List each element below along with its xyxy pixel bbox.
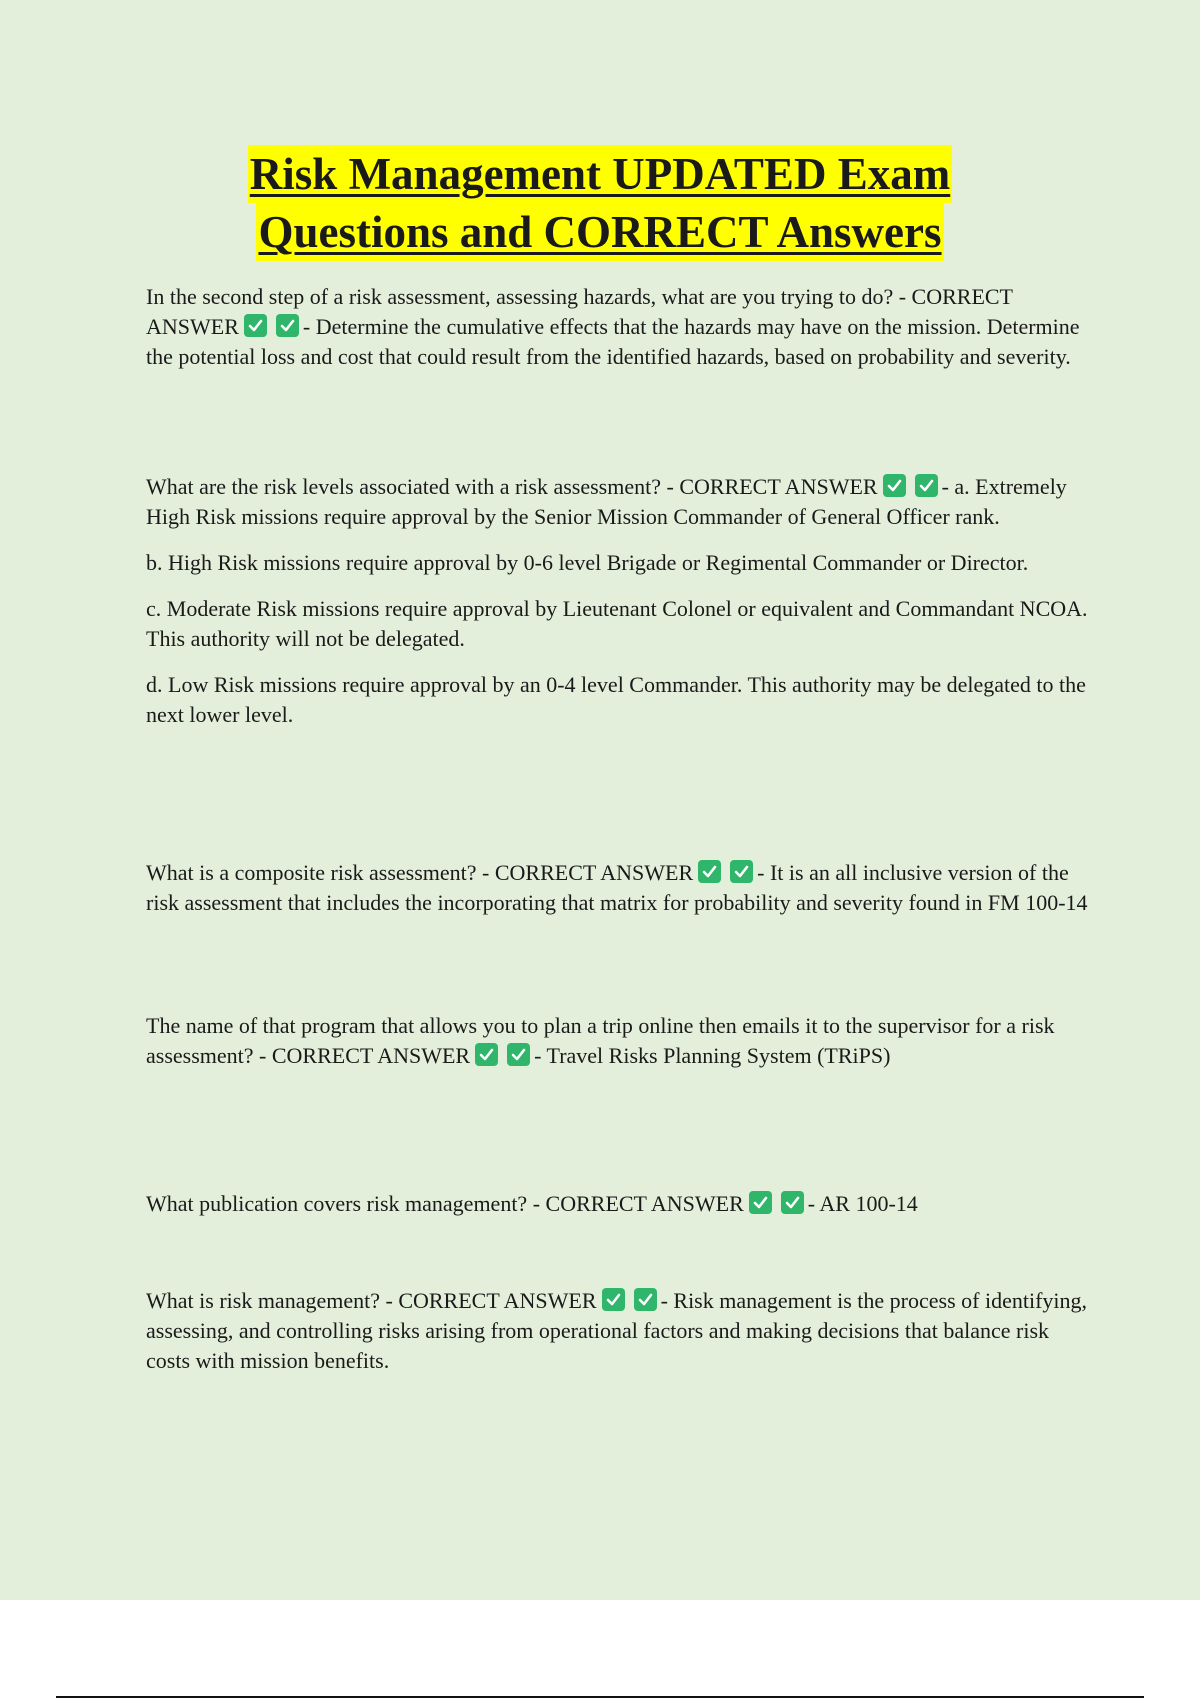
- document-title: [0, 145, 1200, 261]
- check-mark-icon: [475, 1043, 498, 1066]
- title-line-1: Risk Management UPDATED Exam: [248, 145, 952, 203]
- check-mark-icon: [276, 314, 299, 337]
- qa-block-2: [146, 472, 1091, 730]
- check-mark-icon: [244, 314, 267, 337]
- question-text: The name of that program that allows you to plan a trip online then emails it to the supervisor for a risk assessment? -: [146, 1013, 1055, 1068]
- qa-block-6: [146, 1286, 1091, 1376]
- correct-answer-label: CORRECT ANSWER: [545, 1191, 744, 1216]
- check-mark-icon: [730, 860, 753, 883]
- answer-text: - Risk management is the process of identifying, assessing, and controlling risks arising from operational factors and making decisions that balance risk costs with mission benefits.: [146, 1288, 1088, 1373]
- correct-answer-label: CORRECT ANSWER: [494, 860, 694, 885]
- answer-text: - Determine the cumulative effects that the hazards may have on the mission. Determine the potential loss and cost that could result from the identified hazards, based on probability and severity.: [146, 314, 1080, 369]
- answer-text: - It is an all inclusive version of the risk assessment that includes the incorporating that matrix for probability and severity found in FM 100-14: [146, 860, 1088, 915]
- qa-block-5: [146, 1189, 1091, 1219]
- answer-item-c: c. Moderate Risk missions require approval by Lieutenant Colonel or equivalent and Commandant NCOA. This authority will not be delegated.: [146, 596, 1088, 651]
- answer-text: - AR 100-14: [807, 1191, 918, 1216]
- qa-paragraph: [146, 858, 1091, 918]
- question-text: In the second step of a risk assessment, assessing hazards, what are you trying to do? -: [146, 284, 907, 309]
- question-text: What publication covers risk management? -: [146, 1191, 541, 1216]
- qa-block-4: [146, 1011, 1091, 1071]
- question-text: What is risk management? -: [146, 1288, 393, 1313]
- check-mark-icon: [507, 1043, 530, 1066]
- qa-paragraph: [146, 472, 1091, 532]
- qa-block-1: [146, 282, 1091, 372]
- question-text: What is a composite risk assessment? -: [146, 860, 490, 885]
- answer-item-b: b. High Risk missions require approval by 0-6 level Brigade or Regimental Commander or Director.: [146, 550, 1029, 575]
- correct-answer-label: CORRECT ANSWER: [679, 474, 878, 499]
- correct-answer-label: CORRECT ANSWER: [271, 1043, 471, 1068]
- qa-paragraph: [146, 1189, 1091, 1219]
- question-text: What are the risk levels associated with a risk assessment? -: [146, 474, 674, 499]
- qa-paragraph: [146, 1286, 1091, 1376]
- correct-answer-label: CORRECT ANSWER: [146, 284, 1013, 339]
- answer-text: - a. Extremely High Risk missions require approval by the Senior Mission Commander of General Officer rank.: [146, 474, 1067, 529]
- page-divider: [56, 1696, 1144, 1698]
- check-mark-icon: [883, 474, 906, 497]
- check-mark-icon: [634, 1288, 657, 1311]
- check-mark-icon: [781, 1191, 804, 1214]
- answer-text: - Travel Risks Planning System (TRiPS): [534, 1043, 891, 1068]
- check-mark-icon: [749, 1191, 772, 1214]
- check-mark-icon: [698, 860, 721, 883]
- check-mark-icon: [915, 474, 938, 497]
- answer-item-d: d. Low Risk missions require approval by an 0-4 level Commander. This authority may be delegated to the next lower level.: [146, 672, 1086, 727]
- title-line-2: Questions and CORRECT Answers: [256, 203, 943, 261]
- check-mark-icon: [602, 1288, 625, 1311]
- qa-paragraph: [146, 1011, 1091, 1071]
- qa-paragraph: [146, 282, 1091, 372]
- correct-answer-label: CORRECT ANSWER: [398, 1288, 597, 1313]
- qa-block-3: [146, 858, 1091, 918]
